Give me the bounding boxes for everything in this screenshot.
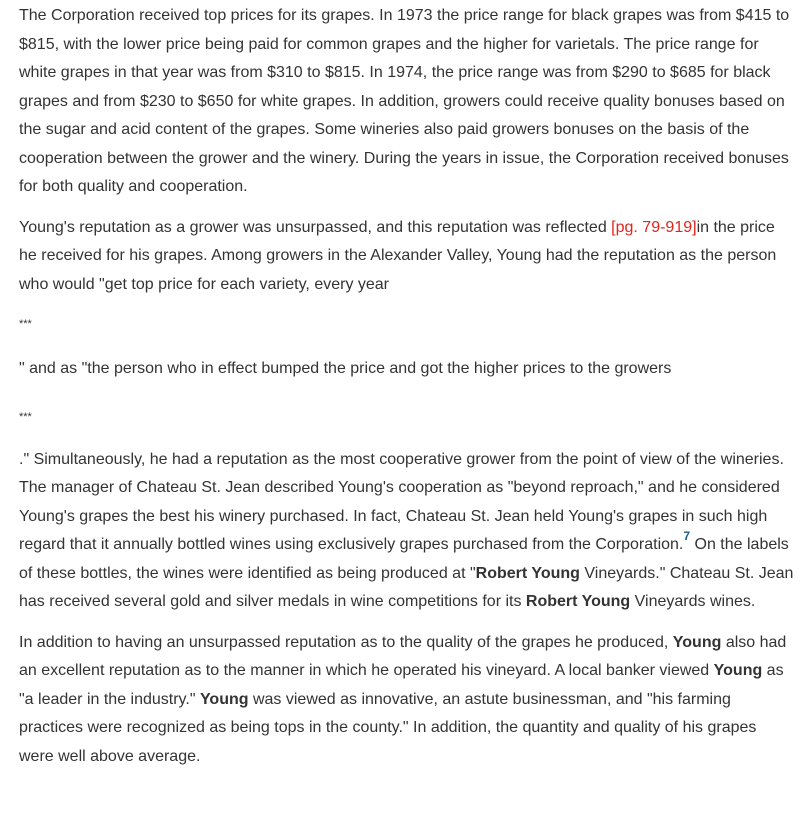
paragraph-cooperation (19, 446, 794, 617)
paragraph-text: in the price he received for his grapes. Among growers in the Alexander Valley, Young had the reputation as the person who would "get top price for each variety, every year (19, 218, 777, 293)
omission-marker: *** (19, 318, 32, 330)
paragraph-text: as "a leader in the industry." (19, 662, 784, 708)
paragraph-grape-prices: The Corporation received top prices for its grapes. In 1973 the price range for black grapes was from $415 to $815, with the lower price being paid for common grapes and the higher for varietals. The price range for white grapes in that year was from $310 to $815. In 1974, the price range was from $290 to $685 for black grapes and from $230 to $650 for white grapes. In addition, growers could receive quality bonuses based on the sugar and acid content of the grapes. Some wineries also paid growers bonuses on the basis of the cooperation between the grower and the winery. During the years in issue, the Corporation received bonuses for both quality and cooperation. (19, 7, 790, 195)
bold-name: Robert Young (525, 593, 631, 610)
paragraph-text: In addition to having an unsurpassed reputation as to the quality of the grapes he produced, (19, 633, 673, 651)
bold-name: Young (713, 662, 763, 679)
paragraph-operation-reputation (19, 629, 794, 772)
omission-marker: *** (19, 410, 32, 423)
paragraph-text: also had an excellent reputation as to the manner in which he operated his vineyard. A local banker viewed (19, 633, 787, 679)
bold-name: Robert Young (475, 564, 580, 582)
paragraph-text: ." Simultaneously, he had a reputation as the most cooperative grower from the point of view of the wineries. The manager of Chateau St. Jean described Young's cooperation as "beyond reproach," and he considered Young's grapes the best his winery purchased. In fact, Chateau St. Jean held Young's grapes in such high regard that it annually bottled wines using exclusively grapes purchased from the Corporation. (19, 450, 784, 553)
paragraph-young-reputation (19, 214, 794, 300)
paragraph-text: Vineyards wines. (630, 593, 756, 610)
page-reference: [pg. 79-919] (611, 218, 697, 236)
document-body (19, 0, 794, 783)
paragraph-text: Young's reputation as a grower was unsurpassed, and this reputation was reflected (19, 218, 612, 236)
paragraph-text: was viewed as innovative, an astute businessman, and "his farming practices were recognized as being tops in the county." In addition, the quantity and quality of his grapes were well above average. (19, 690, 757, 765)
paragraph-text: On the labels of these bottles, the wines were identified as being produced at " (19, 536, 789, 582)
footnote-link[interactable]: 7 (683, 529, 691, 543)
paragraph-text: Vineyards." Chateau St. Jean has received several gold and silver medals in wine competitions for its (19, 564, 794, 610)
bold-name: Young (199, 690, 249, 708)
paragraph-quote-price: " and as "the person who in effect bumped the price and got the higher prices to the growers (19, 360, 672, 377)
bold-name: Young (672, 633, 722, 651)
